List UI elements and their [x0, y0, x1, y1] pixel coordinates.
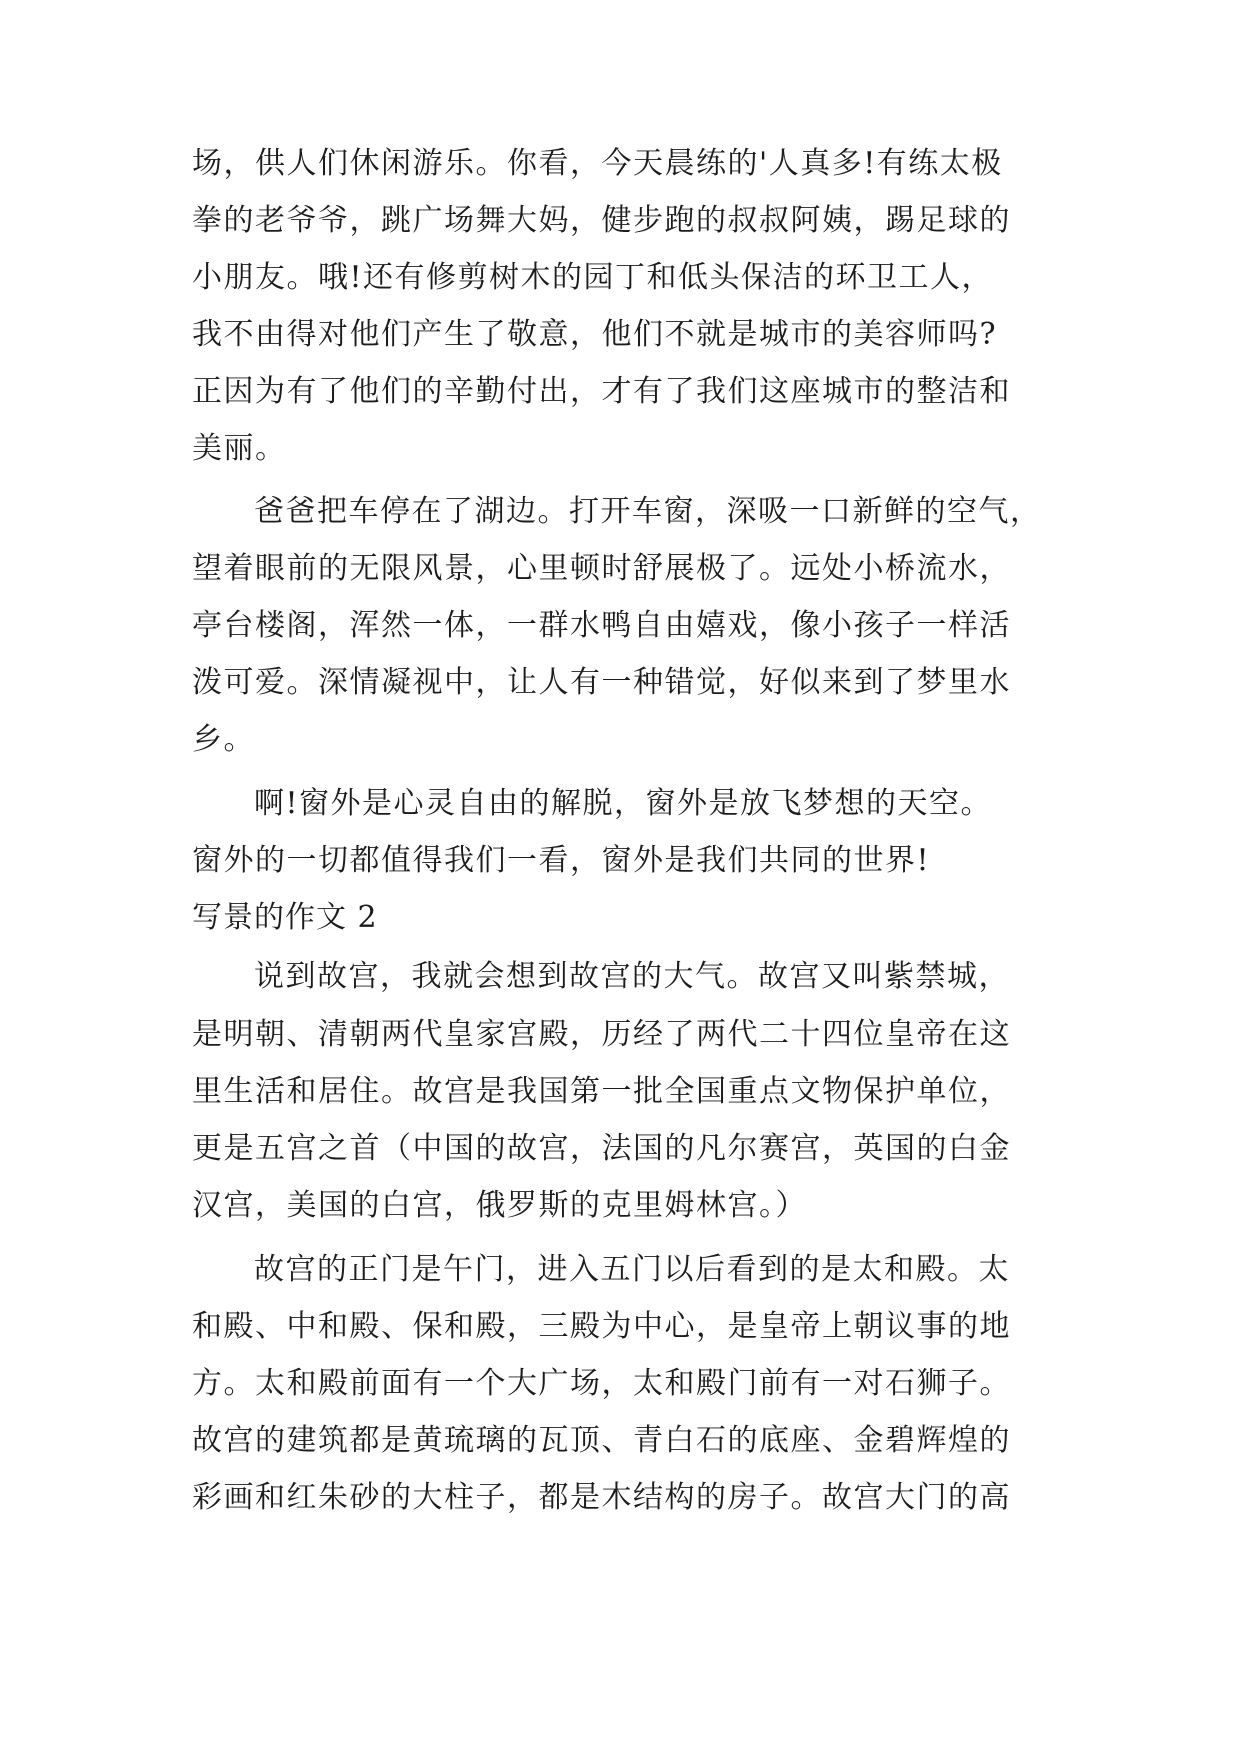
text-line: 小朋友。哦!还有修剪树木的园丁和低头保洁的环卫工人，: [192, 260, 994, 295]
paragraph-first-line: 爸爸把车停在了湖边。打开车窗，深吸一口新鲜的空气，: [254, 494, 1042, 529]
text-line: 里生活和居住。故宫是我国第一批全国重点文物保护单位，: [192, 1074, 1011, 1109]
text-line: 场，供人们休闲游乐。你看，今天晨练的'人真多!有练太极: [192, 146, 1003, 181]
text-line: 美丽。: [192, 431, 287, 466]
text-line: 我不由得对他们产生了敬意，他们不就是城市的美容师吗?: [192, 317, 998, 352]
text-line: 和殿、中和殿、保和殿，三殿为中心，是皇帝上朝议事的地: [192, 1309, 1011, 1344]
text-line: 亭台楼阁，浑然一体，一群水鸭自由嬉戏，像小孩子一样活: [192, 608, 1011, 643]
paragraph-first-line: 说到故宫，我就会想到故宫的大气。故宫又叫紫禁城，: [254, 959, 1010, 994]
paragraph-first-line: 啊!窗外是心灵自由的解脱，窗外是放飞梦想的天空。: [254, 786, 993, 821]
text-line: 乡。: [192, 722, 255, 757]
text-line: 望着眼前的无限风景，心里顿时舒展极了。远处小桥流水，: [192, 551, 1011, 586]
text-line: 泼可爱。深情凝视中，让人有一种错觉，好似来到了梦里水: [192, 665, 1011, 700]
text-line: 拳的老爷爷，跳广场舞大妈，健步跑的叔叔阿姨，踢足球的: [192, 203, 1011, 238]
text-line: 是明朝、清朝两代皇家宫殿，历经了两代二十四位皇帝在这: [192, 1017, 1011, 1052]
section-heading: 写景的作文 2: [192, 900, 378, 935]
text-line: 汉宫，美国的白宫，俄罗斯的克里姆林宫。）: [192, 1188, 807, 1223]
text-line: 彩画和红朱砂的大柱子，都是木结构的房子。故宫大门的高: [192, 1480, 1011, 1515]
text-line: 更是五宫之首（中国的故宫，法国的凡尔赛宫，英国的白金: [192, 1131, 1011, 1166]
paragraph-first-line: 故宫的正门是午门，进入五门以后看到的是太和殿。太: [254, 1252, 1010, 1287]
text-line: 方。太和殿前面有一个大广场，太和殿门前有一对石狮子。: [192, 1366, 1011, 1401]
text-line: 窗外的一切都值得我们一看，窗外是我们共同的世界!: [192, 843, 931, 878]
text-line: 故宫的建筑都是黄琉璃的瓦顶、青白石的底座、金碧辉煌的: [192, 1423, 1011, 1458]
text-line: 正因为有了他们的辛勤付出，才有了我们这座城市的整洁和: [192, 374, 1011, 409]
